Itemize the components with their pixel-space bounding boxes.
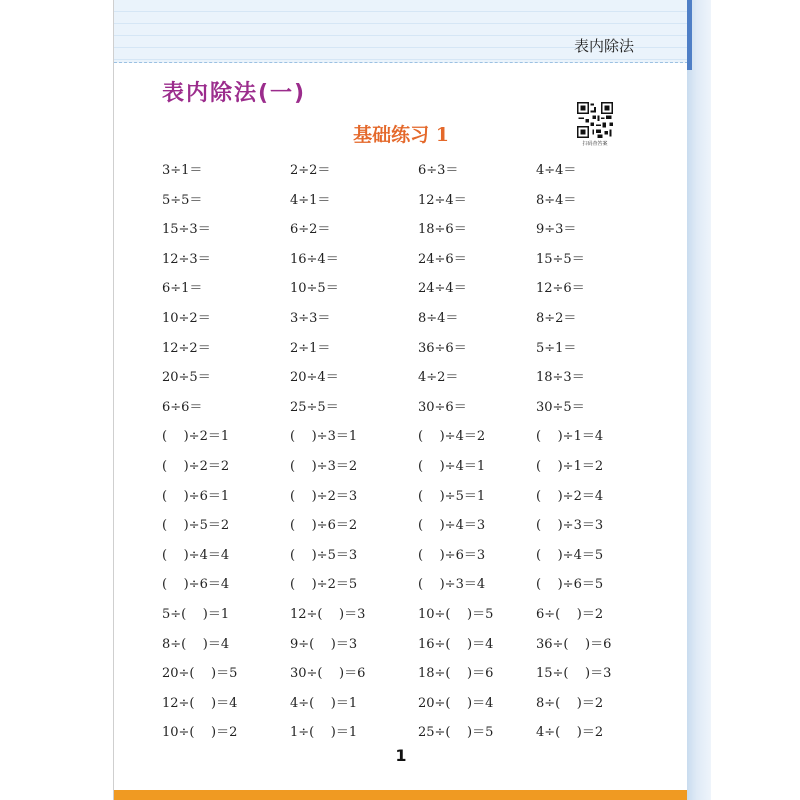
exercise-item: 5÷( )＝1: [162, 607, 230, 622]
exercise-item: 20÷4＝: [290, 370, 339, 386]
exercise-item: ( )÷5＝1: [418, 488, 486, 504]
exercise-item: ( )÷6＝1: [162, 488, 230, 504]
exercise-item: ( )÷2＝1: [162, 429, 230, 445]
exercise-item: 30÷( )＝6: [290, 666, 366, 682]
exercise-item: 9÷3＝: [536, 222, 577, 238]
exercise-item: ( )÷2＝3: [290, 488, 358, 504]
exercise-item: 24÷6＝: [418, 251, 467, 267]
exercise-item: 4÷4＝: [536, 163, 577, 178]
qr-code-icon: [577, 102, 613, 138]
qr-caption: 扫码查答案: [582, 141, 608, 147]
exercise-item: 4÷2＝: [418, 370, 459, 386]
exercise-item: 2÷2＝: [290, 163, 331, 178]
exercise-item: 3÷1＝: [162, 163, 203, 178]
exercise-item: 18÷3＝: [536, 370, 585, 386]
exercise-item: 8÷4＝: [536, 192, 577, 208]
exercise-item: 18÷( )＝6: [418, 666, 494, 682]
exercise-item: 15÷3＝: [162, 222, 211, 238]
exercise-item: ( )÷3＝3: [536, 518, 604, 534]
exercise-item: 30÷5＝: [536, 399, 585, 415]
exercise-item: ( )÷6＝4: [162, 577, 230, 593]
exercise-item: ( )÷1＝4: [536, 429, 604, 445]
exercise-item: ( )÷6＝2: [290, 518, 358, 534]
exercise-item: 24÷4＝: [418, 281, 467, 297]
exercise-item: 12÷( )＝4: [162, 695, 238, 711]
exercise-item: 6÷1＝: [162, 281, 203, 297]
exercise-item: 6÷3＝: [418, 163, 459, 178]
exercise-item: 4÷( )＝1: [290, 695, 358, 711]
exercise-item: 6÷2＝: [290, 222, 331, 238]
exercise-item: 3÷3＝: [290, 311, 331, 326]
exercise-item: 8÷4＝: [418, 311, 459, 326]
exercise-item: 20÷( )＝4: [418, 695, 494, 711]
exercise-item: 10÷5＝: [290, 281, 339, 297]
exercise-item: 12÷6＝: [536, 281, 585, 297]
exercise-item: 8÷2＝: [536, 311, 577, 326]
exercise-item: 30÷6＝: [418, 399, 467, 415]
exercise-item: 16÷( )＝4: [418, 636, 494, 652]
exercise-item: 12÷4＝: [418, 192, 467, 208]
header-band: [114, 0, 688, 63]
exercise-item: 15÷( )＝3: [536, 666, 612, 682]
header-title: 表内除法: [573, 37, 634, 55]
exercise-item: 8÷( )＝4: [162, 636, 230, 652]
exercise-item: 12÷2＝: [162, 340, 211, 356]
exercise-item: 6÷( )＝2: [536, 607, 604, 622]
chapter-title: 表内除法(一): [162, 81, 307, 106]
exercise-item: 5÷5＝: [162, 192, 203, 208]
exercise-item: ( )÷3＝1: [290, 429, 358, 445]
exercise-item: ( )÷2＝4: [536, 488, 604, 504]
exercise-item: 20÷( )＝5: [162, 666, 238, 682]
exercise-item: ( )÷6＝3: [418, 547, 486, 563]
footer-bar: [114, 790, 688, 800]
exercise-item: ( )÷6＝5: [536, 577, 604, 593]
exercise-item: ( )÷4＝3: [418, 518, 486, 534]
exercise-item: ( )÷3＝4: [418, 577, 486, 593]
page-edge-tab: [687, 0, 692, 70]
exercise-item: 1÷( )＝1: [290, 725, 358, 741]
exercise-item: 25÷5＝: [290, 399, 339, 415]
exercise-item: 8÷( )＝2: [536, 695, 604, 711]
exercise-item: 4÷1＝: [290, 192, 331, 208]
exercise-item: 10÷( )＝2: [162, 725, 238, 741]
exercise-item: 5÷1＝: [536, 340, 577, 356]
exercise-item: ( )÷4＝5: [536, 547, 604, 563]
exercise-item: 12÷( )＝3: [290, 607, 366, 622]
exercise-item: 18÷6＝: [418, 222, 467, 238]
exercise-item: 10÷( )＝5: [418, 607, 494, 622]
exercise-item: 15÷5＝: [536, 251, 585, 267]
exercise-item: 6÷6＝: [162, 399, 203, 415]
exercise-item: ( )÷5＝3: [290, 547, 358, 563]
exercise-item: 20÷5＝: [162, 370, 211, 386]
worksheet-page: [113, 0, 688, 800]
exercise-item: ( )÷2＝2: [162, 459, 230, 474]
exercise-item: ( )÷2＝5: [290, 577, 358, 593]
exercise-item: ( )÷4＝4: [162, 547, 230, 563]
exercise-item: 9÷( )＝3: [290, 636, 358, 652]
page-edge: [687, 0, 711, 800]
exercise-item: ( )÷4＝1: [418, 459, 486, 474]
exercise-item: 16÷4＝: [290, 251, 339, 267]
exercise-item: ( )÷4＝2: [418, 429, 486, 445]
section-title: 基础练习 1: [353, 124, 449, 146]
exercise-item: 2÷1＝: [290, 340, 331, 356]
exercise-item: 4÷( )＝2: [536, 725, 604, 741]
exercise-item: 36÷( )＝6: [536, 636, 612, 652]
exercise-item: 10÷2＝: [162, 311, 211, 326]
exercise-item: 25÷( )＝5: [418, 725, 494, 741]
exercise-item: 12÷3＝: [162, 251, 211, 267]
exercise-item: 36÷6＝: [418, 340, 467, 356]
exercise-item: ( )÷5＝2: [162, 518, 230, 534]
exercise-item: ( )÷3＝2: [290, 459, 358, 474]
exercise-item: ( )÷1＝2: [536, 459, 604, 474]
page-number: 1: [395, 746, 407, 765]
